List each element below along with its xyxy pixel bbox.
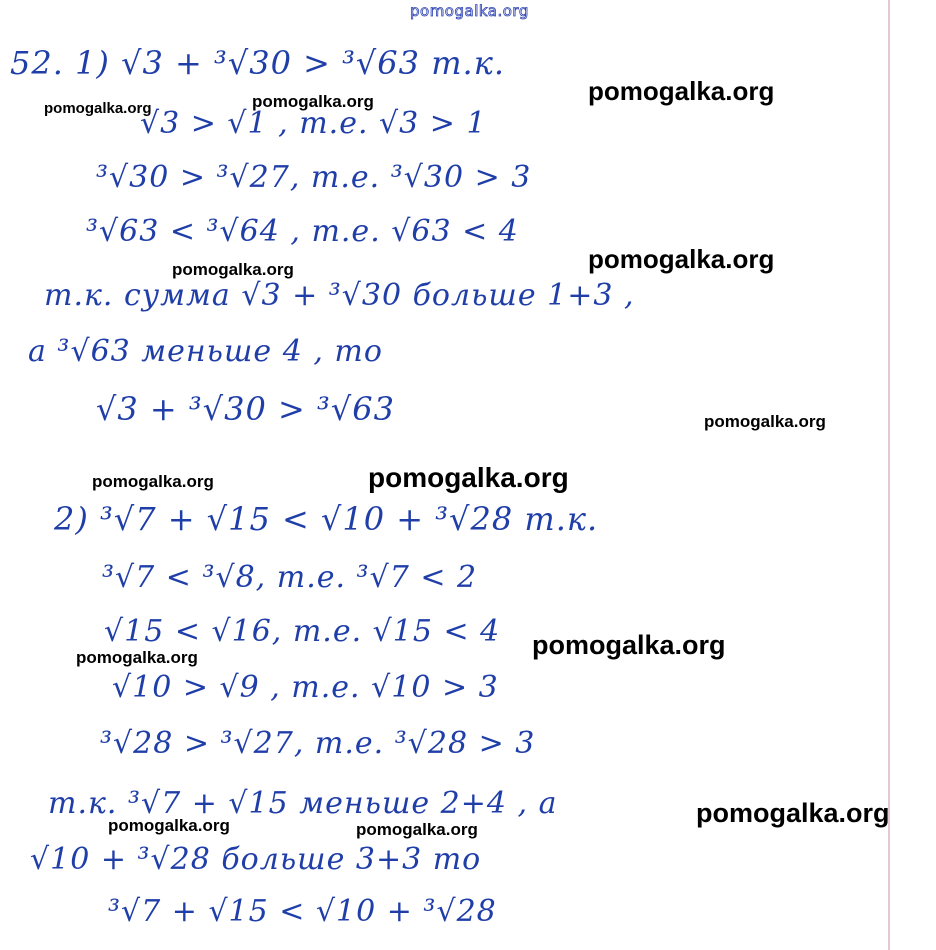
watermark: pomogalka.org [44, 100, 152, 117]
watermark: pomogalka.org [172, 260, 294, 279]
solution-line-13: т.к. ³√7 + √15 меньше 2+4 , а [48, 786, 558, 821]
solution-line-12: ³√28 > ³√27, т.е. ³√28 > 3 [100, 726, 536, 761]
solution-line-11: √10 > √9 , т.е. √10 > 3 [112, 670, 499, 705]
watermark: pomogalka.org [92, 472, 214, 491]
solution-line-6: а ³√63 меньше 4 , то [28, 334, 383, 369]
solution-line-10: √15 < √16, т.е. √15 < 4 [104, 614, 501, 649]
watermark: pomogalka.org [356, 820, 478, 839]
watermark: pomogalka.org [588, 76, 775, 106]
solution-line-5: т.к. сумма √3 + ³√30 больше 1+3 , [44, 278, 635, 313]
watermark: pomogalka.org [108, 816, 230, 835]
watermark: pomogalka.org [704, 412, 826, 431]
solution-line-4: ³√63 < ³√64 , т.е. √63 < 4 [86, 214, 519, 249]
watermark: pomogalka.org [588, 244, 775, 274]
watermark: pomogalka.org [368, 462, 569, 493]
solution-line-3: ³√30 > ³√27, т.е. ³√30 > 3 [96, 160, 532, 195]
watermark: pomogalka.org [532, 630, 726, 660]
solution-line-14: √10 + ³√28 больше 3+3 то [30, 842, 482, 877]
solution-line-2: √3 > √1 , т.е. √3 > 1 [140, 106, 487, 141]
solution-line-8: 2) ³√7 + √15 < √10 + ³√28 т.к. [54, 500, 599, 538]
watermark: pomogalka.org [76, 648, 198, 667]
solution-line-7: √3 + ³√30 > ³√63 [96, 390, 395, 428]
solution-line-15: ³√7 + √15 < √10 + ³√28 [108, 894, 497, 929]
header-watermark: pomogalka.org [410, 2, 529, 20]
watermark: pomogalka.org [252, 92, 374, 111]
watermark: pomogalka.org [696, 798, 890, 828]
solution-line-9: ³√7 < ³√8, т.е. ³√7 < 2 [102, 560, 478, 595]
solution-line-1: 52. 1) √3 + ³√30 > ³√63 т.к. [10, 44, 505, 82]
